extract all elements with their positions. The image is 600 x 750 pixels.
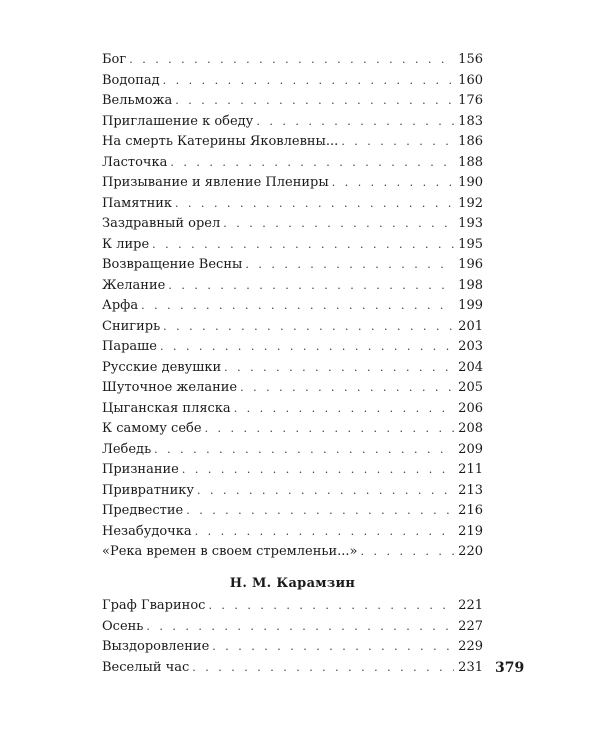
entry-title: Арфа <box>102 298 139 313</box>
entry-page: 216 <box>458 503 483 518</box>
entry-title: Заздравный орел <box>102 216 221 231</box>
entry-title: Привратнику <box>102 482 195 498</box>
dot-leader <box>160 337 454 358</box>
entry-title: Веселый час <box>102 659 190 675</box>
entry-title: Снигирь <box>102 318 161 334</box>
toc-entry <box>102 153 483 174</box>
entry-page: 183 <box>458 113 483 129</box>
dot-leader <box>341 132 454 153</box>
toc-entry <box>102 296 483 317</box>
entry-title: К лире <box>102 236 150 252</box>
entry-page: 188 <box>458 154 483 170</box>
entry-page: 231 <box>458 659 483 675</box>
entry-page: 186 <box>458 134 483 149</box>
entry-title: Предвестие <box>102 503 184 518</box>
entry-page: 196 <box>458 257 483 272</box>
toc-entry <box>102 71 483 92</box>
entry-page: 227 <box>458 618 483 634</box>
entry-title: Выздоровление <box>102 639 210 654</box>
toc-entry <box>102 112 483 133</box>
dot-leader <box>146 617 454 638</box>
dot-leader <box>170 153 454 174</box>
toc-entry <box>102 378 483 399</box>
toc-entry <box>102 658 483 679</box>
toc-entry <box>102 317 483 338</box>
dot-leader <box>154 440 454 461</box>
toc-entry <box>102 481 483 502</box>
entry-page: 160 <box>458 72 483 88</box>
dot-leader <box>205 419 455 440</box>
entry-title: Русские девушки <box>102 359 222 375</box>
dot-leader <box>186 501 454 522</box>
entry-page: 198 <box>458 277 483 293</box>
dot-leader <box>256 112 454 133</box>
entry-title: Памятник <box>102 195 173 211</box>
dot-leader <box>163 71 455 92</box>
toc-entry <box>102 460 483 481</box>
dot-leader <box>240 378 454 399</box>
dot-leader <box>208 596 454 617</box>
entry-page: 201 <box>458 318 483 334</box>
dot-leader <box>245 255 454 276</box>
entry-title: Бог <box>102 52 127 67</box>
toc-entry <box>102 501 483 522</box>
toc-entry <box>102 399 483 420</box>
entry-title: Признание <box>102 462 179 477</box>
toc-entry <box>102 91 483 112</box>
toc-list <box>102 50 483 563</box>
entry-page: 204 <box>458 359 483 375</box>
dot-leader <box>332 173 454 194</box>
toc-entry <box>102 617 483 638</box>
toc-entry <box>102 358 483 379</box>
dot-leader <box>195 522 455 543</box>
dot-leader <box>168 276 454 297</box>
entry-page: 195 <box>458 236 483 252</box>
dot-leader <box>163 317 454 338</box>
entry-page: 205 <box>458 380 483 395</box>
entry-page: 203 <box>458 339 483 354</box>
toc-list-karamzin <box>102 596 483 678</box>
page-number: 379 <box>495 660 525 676</box>
entry-page: 176 <box>458 93 483 108</box>
toc-entry <box>102 194 483 215</box>
toc-entry <box>102 596 483 617</box>
dot-leader <box>223 214 454 235</box>
entry-title: Приглашение к обеду <box>102 113 254 129</box>
entry-page: 229 <box>458 639 483 654</box>
section-heading: Н. М. Карамзин <box>229 576 356 591</box>
entry-page: 192 <box>458 195 483 211</box>
dot-leader <box>141 296 454 317</box>
dot-leader <box>197 481 454 502</box>
entry-page: 221 <box>458 598 483 613</box>
entry-page: 211 <box>458 462 483 477</box>
toc-entry <box>102 337 483 358</box>
toc-entry <box>102 522 483 543</box>
toc-entry <box>102 214 483 235</box>
dot-leader <box>360 542 454 563</box>
dot-leader <box>234 399 454 420</box>
entry-title: Параше <box>102 339 157 354</box>
entry-title: Желание <box>102 277 166 293</box>
dot-leader <box>129 50 454 71</box>
entry-page: 206 <box>458 400 483 416</box>
entry-page: 209 <box>458 441 483 457</box>
entry-page: 220 <box>458 544 483 559</box>
dot-leader <box>152 235 454 256</box>
entry-page: 208 <box>458 421 483 436</box>
entry-title: Незабудочка <box>102 523 192 539</box>
entry-title: Возвращение Весны <box>102 257 243 272</box>
entry-page: 219 <box>458 523 483 539</box>
dot-leader <box>192 658 454 679</box>
entry-title: Призывание и явление Плениры <box>102 175 329 190</box>
entry-title: Лебедь <box>102 441 152 457</box>
entry-page: 213 <box>458 482 483 498</box>
toc-entry <box>102 132 483 153</box>
toc-entry <box>102 440 483 461</box>
entry-title: Цыганская пляска <box>102 400 231 416</box>
entry-page: 190 <box>458 175 483 190</box>
entry-page: 193 <box>458 216 483 231</box>
toc-entry <box>102 173 483 194</box>
entry-title: Вельможа <box>102 93 173 108</box>
toc-entry <box>102 637 483 658</box>
entry-title: Граф Гваринос <box>102 598 206 613</box>
entry-title: Шуточное желание <box>102 380 238 395</box>
toc-entry <box>102 419 483 440</box>
dot-leader <box>175 91 454 112</box>
entry-title: Ласточка <box>102 154 168 170</box>
dot-leader <box>212 637 454 658</box>
toc-entry <box>102 255 483 276</box>
entry-title: На смерть Катерины Яковлевны... <box>102 134 339 149</box>
toc-entry <box>102 235 483 256</box>
dot-leader <box>182 460 454 481</box>
toc-entry <box>102 542 483 563</box>
entry-page: 199 <box>458 298 483 313</box>
dot-leader <box>224 358 454 379</box>
entry-page: 156 <box>458 52 483 67</box>
toc-entry <box>102 276 483 297</box>
dot-leader <box>175 194 454 215</box>
entry-title: Осень <box>102 618 144 634</box>
entry-title: К самому себе <box>102 421 202 436</box>
toc-entry <box>102 50 483 71</box>
entry-title: «Река времен в своем стремленьи...» <box>102 544 358 559</box>
entry-title: Водопад <box>102 72 160 88</box>
